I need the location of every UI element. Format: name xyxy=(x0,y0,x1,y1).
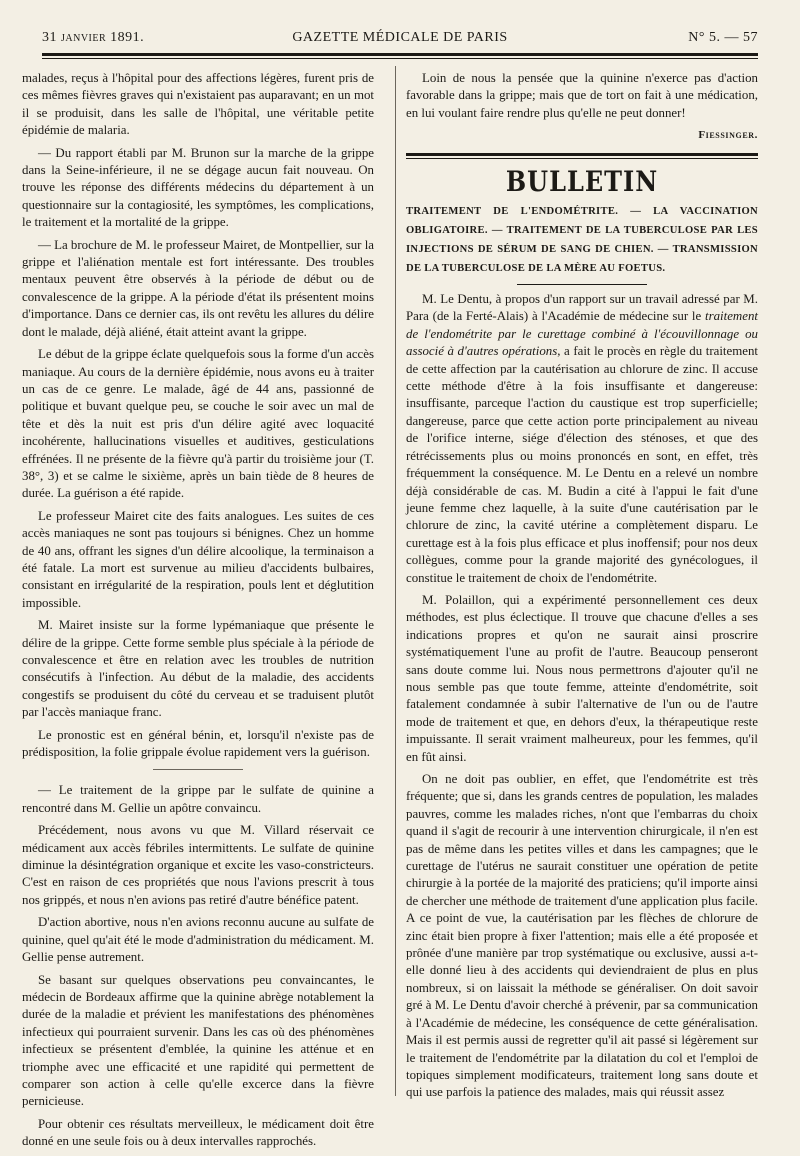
paragraph: malades, reçus à l'hôpital pour des affections légères, furent pris de ces mêmes fièvres graves qui n'existaient pas auparavant; en un mot il se produisit, dans les salle de l'hôpital, une véritable petite épidémie de malaria. xyxy=(22,71,374,138)
bulletin-heading: BULLETIN xyxy=(505,164,659,198)
header-rule-thin xyxy=(42,58,758,59)
paragraph: M. Polaillon, qui a expérimenté personnellement ces deux méthodes, est plus éclectique. Il trouve que chacune d'elles a ses indications propres et qu'on ne saurait ainsi proscrire systématiquement l'une au profit de l'autre. Beaucoup penseront sans doute comme lui. Nous nous permettrons d'ajouter qu'il ne nous semble pas que toute femme, atteinte d'endométrite, soit fatalement condamnée à subir l'alternative de l'un ou de l'autre mode de traitement et que, en dehors d'eux, la thérapeutique reste impuissante. Il serait vraiment malheureux, pour les femmes, qu'il en fût ainsi. xyxy=(406,592,758,764)
paragraph: Loin de nous la pensée que la quinine n'exerce pas d'action favorable dans la grippe; mais que de tort on fait à une médication, en lui voulant faire rendre plus qu'elle ne peut donner! xyxy=(406,71,758,120)
paragraph: — La brochure de M. le professeur Mairet, de Montpellier, sur la grippe et l'aliénation mentale est fort intéressante. Des troubles mentaux peuvent être observés à la période de début ou de convalescence de la grippe. A la période d'état ils présentent moins d'importance. Dans ce dernier cas, ils ont revêtu les allures du délire dont le malade, déjà aliéné, était atteint avant la grippe. xyxy=(22,237,374,339)
paragraph: Le début de la grippe éclate quelquefois sous la forme d'un accès maniaque. Au cours de la dernière épidémie, nous avons eu à traiter un cas de ce genre. Le malade, âgé de 44 ans, passionné de politique et buvant quelque peu, se couche le soir avec un mal de tête et dès la nuit est pris d'un délire agité avec loquacité incohérente, hallucinations visuelles et auditives, gesticulations effrénées. Il ne présente de la fièvre qu'à partir du troisième jour (T. 38°, 3) et se calme le sixième, après un bain tiède de 8 heures de durée. La guérison a été rapide. xyxy=(22,347,374,501)
issue-date: 31 janvier 1891. xyxy=(42,30,145,45)
paragraph: Pour obtenir ces résultats merveilleux, le médicament doit être donné en une seule fois ou à deux intervalles rapprochés. xyxy=(22,1116,374,1149)
paragraph: Le professeur Mairet cite des faits analogues. Les suites de ces accès maniaques ne sont pas toujours si bénignes. Chez un homme de 40 ans, offrant les signes d'un délire alcoolique, la terminaison a été fatale. La mort est survenue au milieu d'accidents bulbaires, consistant en irrégularité de la respiration, pouls lent et déglutition impossible. xyxy=(22,508,374,610)
left-column xyxy=(22,70,374,1156)
paragraph: — Le traitement de la grippe par le sulfate de quinine a rencontré dans M. Gellie un apôtre convaincu. xyxy=(22,783,374,815)
section-separator xyxy=(153,769,243,770)
right-column xyxy=(406,70,758,1107)
paragraph: Précédement, nous avons vu que M. Villard réservait ce médicament aux accès fébriles intermittents. Le sulfate de quinine diminue la désintégration organique et excite les vaso-constricteurs. C'est en raison de ces propriétés que nous l'avions prescrit à tous nos grippés, et nous n'en avions pas retiré d'autre bénéfice patent. xyxy=(22,823,374,907)
author-signature: Fiessinger. xyxy=(698,129,758,142)
paragraph: D'action abortive, nous n'en avions reconnu aucune au sulfate de quinine, quel qu'ait été le mode d'administration du médicament. M. Gellie pense autrement. xyxy=(22,915,374,965)
bulletin-summary: TRAITEMENT DE L'ENDOMÉTRITE. — LA VACCINATION OBLIGATOIRE. — TRAITEMENT DE LA TUBERCULOSE PAR LES INJECTIONS DE SÉRUM DE SANG DE CHIEN. — TRANSMISSION DE LA TUBERCULOSE DE LA MÈRE AU FOETUS. xyxy=(406,206,758,275)
issue-page-number: N° 5. — 57 xyxy=(688,30,758,45)
paragraph-text: M. Le Dentu, à propos d'un rapport sur un travail adressé par M. Para (de la Ferté-Alais) à l'Académie de médecine sur le xyxy=(406,292,758,324)
paragraph: On ne doit pas oublier, en effet, que l'endométrite est très fréquente; que si, dans les grands centres de population, les malades pauvres, comme les malades riches, n'ont que l'embarras du choix quand il s'agit de recourir à une intervention chirurgicale, il n'en est pas de même dans les petites villes et dans les campagnes; que le curettage de l'utérus ne saurait constituer une opération de petite chirurgie à la portée de la majorité des praticiens; qu'il importe ainsi de chercher une méthode de traitement d'une application plus facile. A ce point de vue, la cautérisation par les flèches de chlorure de zinc était bien propre à fixer l'attention; mais elle a été proposée et prônée d'une manière par trop systématique ou exclusive, aussi a-t-elle donné lieu à des accidents qui deviendraient de plus en plus nombreux, si on laissait la méthode se généraliser. On doit savoir gré à M. Le Dentu d'avoir cherché à prévenir, par sa communication à l'Académie de médecine, les conséquence de cette généralisation. Mais il est permis aussi de regretter qu'il ait passé si légèrement sur le traitement de l'endométrite par la dilatation du col et l'emploi de topiques simplement modificateurs, traitement long sans doute et qui use parfois la patience des malades, mais qui réussit assez xyxy=(406,772,758,1100)
paragraph: Le pronostic est en général bénin, et, lorsqu'il n'existe pas de prédisposition, la folie grippale évolue rapidement vers la guérison. xyxy=(22,727,374,760)
column-divider xyxy=(395,66,396,1096)
italic-title: traitement de l'endométrite par le curettage combiné à l'écouvillonnage ou associé à d'autres opérations xyxy=(406,309,758,359)
header-rule-thick xyxy=(42,53,758,56)
paragraph-text: , a fait le procès en règle du traitement de cette affection par la cautérisation au chlorure de zinc. Il accuse cette méthode d'être à la fois insuffisante et dangereuse: insuffisante, parceque l'action du caustique est trop superficielle; dangereuse, parce que cette action porte principalement au niveau de l'orifice interne, siége d'élection des sténoses, et que des rétrécissements plus ou moins prononcés en sont, en effet, très fréquemment la conséquence. M. Le Dentu en a relevé un nombre déjà considérable de cas. M. Budin a cité à l'appui le fait d'une jeune femme chez laquelle, à la suite d'une cautérisation par le chlorure de zinc, la cavité utérine a complètement disparu. Le curettage est à la fois plus efficace et plus inoffensif; pour nos deux collègues, comme pour la grande majorité des gynécologues, il constitue le traitement de choix de l'endométrite. xyxy=(406,344,758,585)
paragraph: — Du rapport établi par M. Brunon sur la marche de la grippe dans la Seine-inférieure, il ne se dégage aucun fait nouveau. On trouve les réponse des différents médecins du département à un questionnaire sur la contagiosité, les symptômes, les complications, le traitement et la mortalité de la grippe. xyxy=(22,145,374,230)
section-double-rule xyxy=(406,153,758,159)
journal-title: GAZETTE MÉDICALE DE PARIS xyxy=(292,30,508,45)
paragraph xyxy=(406,291,758,587)
paragraph: M. Mairet insiste sur la forme lypémaniaque que présente le délire de la grippe. Cette forme semble plus spéciale à la période de convalescence et être en relation avec les troubles de nutrition consécutifs à l'infection. Au début de la maladie, des accidents congestifs se produisent du côté du cerveau et se traduisent plutôt par l'accès maniaque franc. xyxy=(22,618,374,720)
paragraph: Se basant sur quelques observations peu convaincantes, le médecin de Bordeaux affirme que la quinine abrège notablement la durée de la maladie et prévient les manifestations des phénomènes infectieux qui pourraient survenir. Dans les cas où des phénomènes infectieux se présentent d'emblée, la quinine les atténue et en triomphe avec une efficacité et une rapidité qui permettent de comparer son action à celle qu'elle excerce dans la fièvre pernicieuse. xyxy=(22,972,374,1109)
summary-rule xyxy=(517,284,647,285)
page-header xyxy=(42,30,758,52)
